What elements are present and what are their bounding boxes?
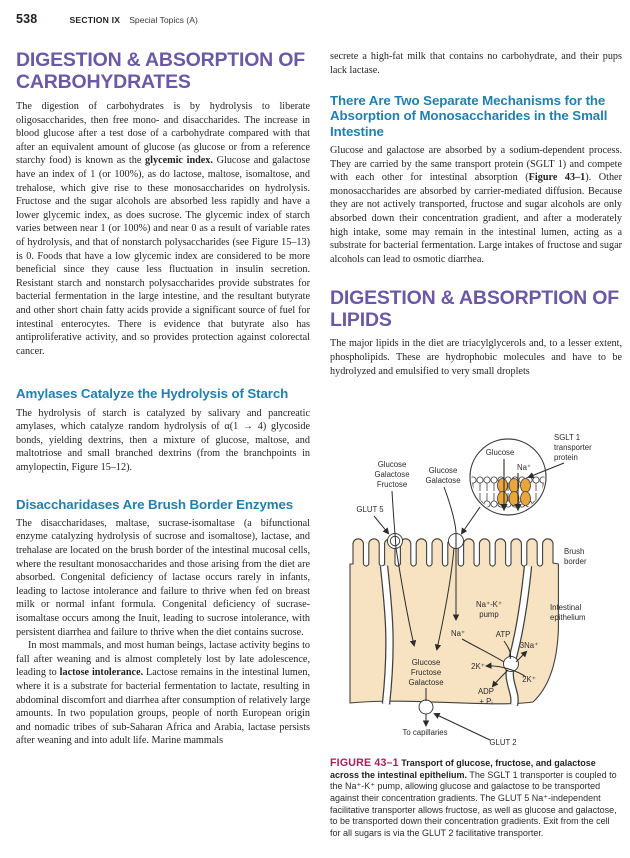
to-capillaries-label: To capillaries — [402, 728, 448, 738]
right-column — [330, 50, 622, 839]
section-label: SECTION IX — [69, 15, 121, 25]
figure-caption-number: FIGURE 43–1 — [330, 757, 399, 770]
cell-sugar-group-label: Galactose — [408, 678, 444, 688]
na-cell-label: Na⁺ — [450, 629, 466, 639]
heading-digestion-carbohydrates: DIGESTION & ABSORPTION OF CARBOHYDRATES — [16, 49, 305, 93]
na-k-pump-label: Na⁺-K⁺ — [476, 600, 502, 610]
intestinal-epithelium-label: epithelium — [550, 613, 586, 623]
left-column — [16, 50, 310, 748]
glut2-site-circle — [419, 700, 433, 714]
three-na-label: 3Na⁺ — [519, 641, 539, 651]
left-sugar-group-label: Fructose — [376, 480, 408, 490]
heading-amylases: Amylases Catalyze the Hydrolysis of Starch — [16, 386, 289, 402]
two-k-left-label: 2K⁺ — [471, 662, 485, 672]
paragraph-lipids: The major lipids in the diet are triacylglycerols and, to a lesser extent, phospholipids. These are hydrophobic molecules and have to be hydrolyzed and emulsified to very small droplets — [330, 338, 622, 377]
na-k-pump-label: pump — [479, 610, 499, 620]
glut5-pointer-line — [374, 516, 388, 533]
paragraph-continuation: secrete a high-fat milk that contains no carbohydrate, and their pups lack lactase. — [330, 51, 622, 76]
page-header — [16, 12, 198, 26]
inset-na-label: Na⁺ — [516, 463, 532, 473]
mid-sugar-group-label: Galactose — [425, 476, 461, 486]
paragraph-disaccharidases-1: The disaccharidases, maltase, sucrase-isomaltase (a bifunctional enzyme catalyzing hydrolysis of sucrose and isomaltose), lactase, and trehalase are located on the brush border of the intestinal mucosal cells, where the resultant monosaccharides and those arising from the diet are absorbed. Congenital deficiency of lactase occurs rarely in infants, leading to lactose intolerance and failure to thrive when fed on breast milk or normal infant formula. Congenital deficiency of sucrase-isomaltase occurs among the Inuit, leading to sucrose intolerance, with persistent diarrhea and failure to thrive when the diet contains sucrose. — [16, 517, 310, 638]
paragraph-disaccharidases-2: In most mammals, and most human beings, lactase activity begins to fall after weaning and is almost completely lost by late adolescence, leading to lactose intolerance. Lactose remains in the intestinal lumen, where it is a substrate for bacterial fermentation to lactate, resulting in abdominal discomfort and diarrhea after consumption of relatively large amounts. In two population groups, people of north European origin and nomadic tribes of sub-Saharan Africa and Arabia, lactase persists after weaning and into adult life. Marine mammals — [16, 640, 311, 747]
figure-caption-title: Transport of glucose, fructose, and galactose across the intestinal epithelium. — [330, 758, 596, 780]
heading-two-mechanisms: There Are Two Separate Mechanisms for the Absorption of Monosaccharides in the Small Intestine — [330, 93, 608, 139]
cell-sugar-group-label: Fructose — [410, 668, 442, 678]
glut2-label: GLUT 2 — [489, 738, 517, 747]
left-sugar-group-label: Galactose — [374, 470, 410, 480]
sglt1-transporter-proteins — [498, 479, 531, 506]
page-number: 538 — [16, 12, 38, 26]
paragraph-amylases: The hydrolysis of starch is catalyzed by salivary and pancreatic amylases, which catalyze random hydrolysis of α(1 → 4) glycoside bonds, yielding dextrins, then a mixture of glucose, maltose, and maltotriose and small branched dextrins (from the branchpoints in amylopectin, Figure 15–12). — [16, 407, 310, 473]
brush-border-label: Brush — [564, 547, 585, 557]
left-sugar-group-label: Glucose — [377, 460, 407, 470]
two-k-right-label: 2K⁺ — [522, 675, 536, 685]
sglt1-label: transporter — [554, 443, 592, 453]
intestinal-epithelium-label: Intestinal — [550, 603, 582, 613]
section-title: Special Topics (A) — [129, 15, 198, 25]
inset-pointer-line — [462, 507, 480, 533]
sglt1-label: protein — [554, 453, 578, 463]
adp-label: ADP — [477, 687, 495, 697]
figure-43-1-diagram — [330, 414, 622, 746]
figure-caption-text: The SGLT 1 transporter is coupled to the Na⁺-K⁺ pump, allowing glucose and galactose to be transported against their concentration gradients. The GLUT 5 Na⁺-independent facilitative transporter allows fructose, as well as glucose and galactose, to be transported down their concentration gradients. Exit from the cell for all sugars is via the GLUT 2 facilitative transporter. — [330, 769, 617, 838]
sglt1-label: SGLT 1 — [554, 433, 581, 443]
mid-sugar-group-label: Glucose — [428, 466, 458, 476]
inset-glucose-label: Glucose — [485, 448, 515, 458]
heading-digestion-lipids: DIGESTION & ABSORPTION OF LIPIDS — [330, 287, 619, 331]
paragraph-mechanisms: Glucose and galactose are absorbed by a sodium-dependent process. They are carried by the same transport protein (SGLT 1) and compete with each other for intestinal absorption (Figure 43–1). Other monosaccharides are absorbed by carrier-mediated diffusion. Because they are not actively transported, fructose and sugar alcohols are only absorbed down their concentration gradient, and after a moderately high intake, some may remain in the intestinal lumen, acting as a substrate for bacterial fermentation. Large intakes of fructose and sugar alcohols can lead to osmotic diarrhea. — [330, 145, 622, 265]
figure-43-1 — [330, 414, 622, 839]
sglt1-inset — [470, 439, 564, 515]
cell-sugar-group-label: Glucose — [411, 658, 441, 668]
paragraph-glycemic-index: The digestion of carbohydrates is by hydrolysis to liberate oligosaccharides, then free mono- and disaccharides. The increase in blood glucose after a test dose of a carbohydrate compared with that after an equivalent amount of glucose (as glucose or from a reference starchy food) is known as the glycemic index. Glucose and galactose have an index of 1 (or 100%), as do lactose, maltose, isomaltose, and trehalose, which give rise to these monosaccharides on hydrolysis. Fructose and the sugar alcohols are absorbed less rapidly and have a lower glycemic index, as does sucrose. The glycemic index of starch varies between near 1 (or 100%) and near 0 as a result of variable rates of hydrolysis, and that of nonstarch polysaccharides (see Figure 15–13) is 0. Foods that have a low glycemic index are considered to be more beneficial since they cause less fluctuation in insulin secretion. Resistant starch and nonstarch polysaccharides provide substrates for bacterial fermentation in the large intestine, and the resultant butyrate and other short chain fatty acids provide a significant source of fuel for intestinal enterocytes. There is evidence that butyrate also has antiproliferative activity, and so provides protection against colorectal cancer. — [16, 101, 310, 357]
heading-disaccharidases: Disaccharidases Are Brush Border Enzymes — [16, 496, 294, 512]
atp-label: ATP — [495, 630, 511, 640]
adp-label: + Pᵢ — [479, 697, 493, 707]
figure-caption — [330, 758, 622, 839]
brush-border-label: border — [564, 557, 587, 567]
glut5-label: GLUT 5 — [356, 505, 384, 515]
